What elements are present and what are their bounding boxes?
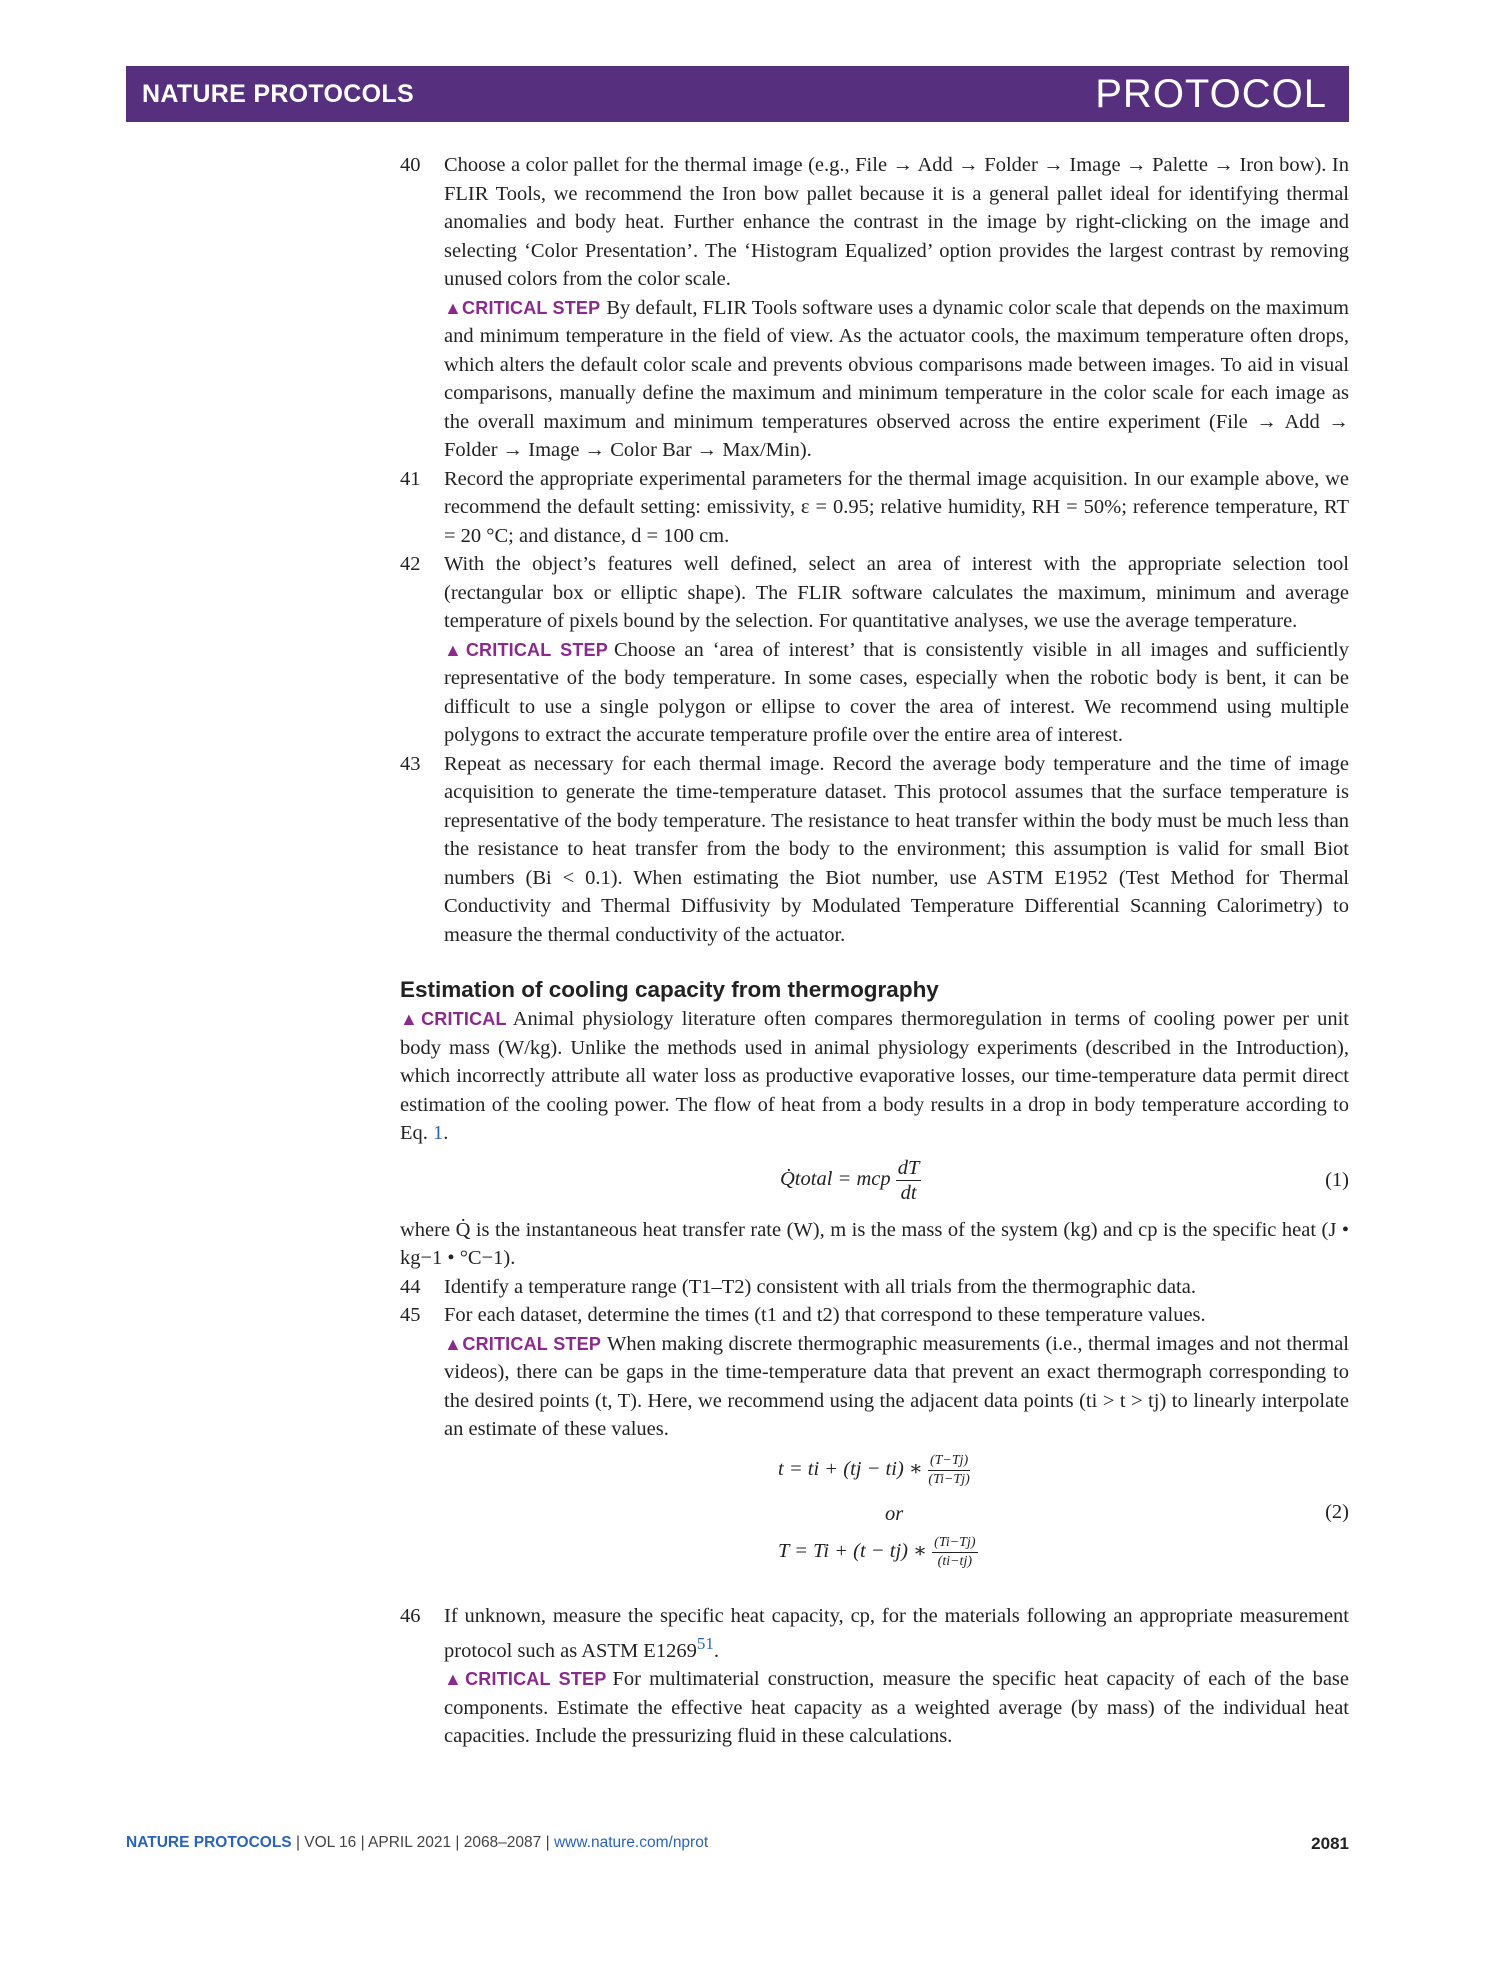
equation-2-line-1-denominator: (Ti−Tj) [928, 1471, 970, 1487]
equation-2-line-1 [778, 1452, 970, 1489]
equation-1-link[interactable]: 1 [433, 1122, 444, 1144]
step-number: 45 [400, 1304, 421, 1326]
equation-1-fraction [896, 1156, 922, 1205]
equation-2 [400, 1452, 1349, 1592]
step-42 [400, 550, 1349, 750]
journal-name: NATURE PROTOCOLS [142, 80, 414, 108]
footer-citation [126, 1834, 708, 1851]
step-number: 40 [400, 154, 421, 176]
step-text: Identify a temperature range (T1–T2) consistent with all trials from the thermographic data. [444, 1275, 1196, 1298]
step-text: Choose a color pallet for the thermal image (e.g., File → Add → Folder → Image → Palette → Iron bow). In FLIR Tools, we recommend the Iron bow pallet because it is a general pallet ideal for identifying thermal anomalies and body heat. Further enhance the contrast in the image by right-clicking on the image and selecting ‘Color Presentation’. The ‘Histogram Equalized’ option provides the largest contrast by removing unused colors from the color scale. [444, 154, 1349, 290]
page-footer [126, 1834, 1349, 1852]
step-text: Record the appropriate experimental parameters for the thermal image acquisition. In our example above, we recommend the default setting: emissivity, ε = 0.95; relative humidity, RH = 50%; reference temperature, RT = 20 °C; and distance, d = 100 cm. [444, 467, 1349, 547]
equation-2-line-2-numerator: (Ti−Tj) [932, 1534, 977, 1553]
equation-1-denominator: dt [900, 1181, 917, 1204]
equation-2-line-1-numerator: (T−Tj) [928, 1452, 970, 1471]
article-type: PROTOCOL [1095, 72, 1327, 116]
page-number: 2081 [1311, 1834, 1349, 1853]
step-41 [400, 465, 1349, 551]
step-number: 43 [400, 752, 421, 775]
equation-1-expression [780, 1156, 921, 1205]
equation-2-line-2-fraction [932, 1534, 977, 1571]
critical-step-label: ▲CRITICAL STEP [444, 1669, 607, 1690]
step-number: 42 [400, 553, 421, 575]
critical-note [444, 636, 1349, 750]
step-text: With the object’s features well defined, select an area of interest with the appropriate selection tool (rectangular box or elliptic shape). The FLIR software calculates the maximum, minimum and average temperature of pixels bound by the selection. For quantitative analyses, we use the average temperature. [444, 553, 1349, 632]
reference-51-link[interactable]: 51 [696, 1634, 714, 1653]
footer-citation-text: | VOL 16 | APRIL 2021 | 2068–2087 | [291, 1834, 554, 1851]
step-number: 44 [400, 1275, 421, 1298]
equation-2-line-2 [778, 1534, 978, 1571]
step-40 [400, 151, 1349, 465]
equation-1-lhs: Q̇total = mcp [780, 1167, 891, 1190]
equation-2-line-1-fraction [928, 1452, 970, 1489]
step-text: Repeat as necessary for each thermal image. Record the average body temperature and the time of image acquisition to generate the time-temperature dataset. This protocol assumes that the surface temperature is representative of the body temperature. The resistance to heat transfer within the body must be much less than the resistance to heat transfer from the body to the environment; this assumption is valid for small Biot numbers (Bi < 0.1). When estimating the Biot number, use ASTM E1952 (Test Method for Thermal Conductivity and Thermal Diffusivity by Modulated Temperature Differential Scanning Calorimetry) to measure the thermal conductivity of the actuator. [444, 752, 1349, 946]
critical-step-label: ▲CRITICAL STEP [444, 297, 601, 318]
intro-period: . [443, 1122, 449, 1144]
step-number: 41 [400, 467, 421, 490]
footer-url-link[interactable]: www.nature.com/nprot [553, 1834, 709, 1851]
main-content [400, 151, 1349, 1751]
step-45 [400, 1301, 1349, 1444]
critical-note [444, 1665, 1349, 1751]
page-header [126, 66, 1349, 122]
section-intro [400, 1005, 1349, 1148]
critical-step-label: ▲CRITICAL STEP [444, 639, 608, 660]
critical-note [444, 1330, 1349, 1444]
section-title: Estimation of cooling capacity from thermography [400, 977, 939, 1002]
equation-2-line-2-denominator: (ti−tj) [937, 1553, 973, 1569]
critical-note [444, 294, 1349, 465]
critical-step-label: ▲CRITICAL STEP [444, 1333, 602, 1354]
footer-journal: NATURE PROTOCOLS [126, 1834, 292, 1851]
step-text [444, 1602, 1349, 1666]
step-46 [400, 1602, 1349, 1751]
equation-1-label: (1) [1325, 1168, 1349, 1191]
equation-1-numerator: dT [897, 1156, 920, 1179]
equation-1 [400, 1152, 1349, 1216]
step-44 [400, 1273, 1349, 1302]
step-43 [400, 750, 1349, 950]
critical-text: Choose an ‘area of interest’ that is consistently visible in all images and sufficiently representative of the body temperature. In some cases, especially when the robotic body is bent, it can be difficult to use a single polygon or ellipse to cover the area of interest. We recommend using multiple polygons to extract the accurate temperature profile over the entire area of interest. [444, 638, 1349, 746]
where-text: where Q̇ is the instantaneous heat transfer rate (W), m is the mass of the system (kg) and cp is the specific heat (J • kg−1 • °C−1). [400, 1218, 1349, 1269]
step-46-text: If unknown, measure the specific heat capacity, cp, for the materials following an appropriate measurement protocol such as ASTM E1269 [444, 1604, 1349, 1662]
critical-text: By default, FLIR Tools software uses a dynamic color scale that depends on the maximum and minimum temperature in the field of view. As the actuator cools, the maximum temperature often drops, which alters the default color scale and prevents obvious comparisons made between images. To aid in visual comparisons, manually define the maximum and minimum temperature in the color scale for each image as the overall maximum and minimum temperatures observed across the entire experiment (File → Add → Folder → Image → Color Bar → Max/Min). [444, 296, 1349, 461]
equation-2-line-1-lhs: t = ti + (tj − ti) ∗ [778, 1457, 923, 1480]
step-46-end: . [713, 1639, 720, 1662]
intro-text: Animal physiology literature often compares thermoregulation in terms of cooling power per unit body mass (W/kg). Unlike the methods used in animal physiology experiments (described in the Introduction), which incorrectly attribute all water loss as productive evaporative losses, our time-temperature data permit direct estimation of the cooling power. The flow of heat from a body results in a drop in body temperature according to Eq. [400, 1008, 1350, 1144]
equation-2-label: (2) [1325, 1500, 1349, 1523]
step-text: For each dataset, determine the times (t1 and t2) that correspond to these temperature values. [444, 1304, 1206, 1326]
equation-2-line-2-lhs: T = Ti + (t − tj) ∗ [778, 1539, 928, 1562]
step-number: 46 [400, 1604, 421, 1627]
critical-label: ▲CRITICAL [400, 1009, 507, 1029]
critical-text: For multimaterial construction, measure the specific heat capacity of each of the base components. Estimate the effective heat capacity as a weighted average (by mass) of the individual heat capacities. Include the pressurizing fluid in these calculations. [444, 1668, 1350, 1748]
critical-text: When making discrete thermographic measurements (i.e., thermal images and not thermal videos), there can be gaps in the time-temperature data that prevent an exact thermograph corresponding to the desired points (t, T). Here, we recommend using the adjacent data points (ti > t > tj) to linearly interpolate an estimate of these values. [444, 1332, 1350, 1440]
equation-2-or: or [885, 1502, 904, 1525]
